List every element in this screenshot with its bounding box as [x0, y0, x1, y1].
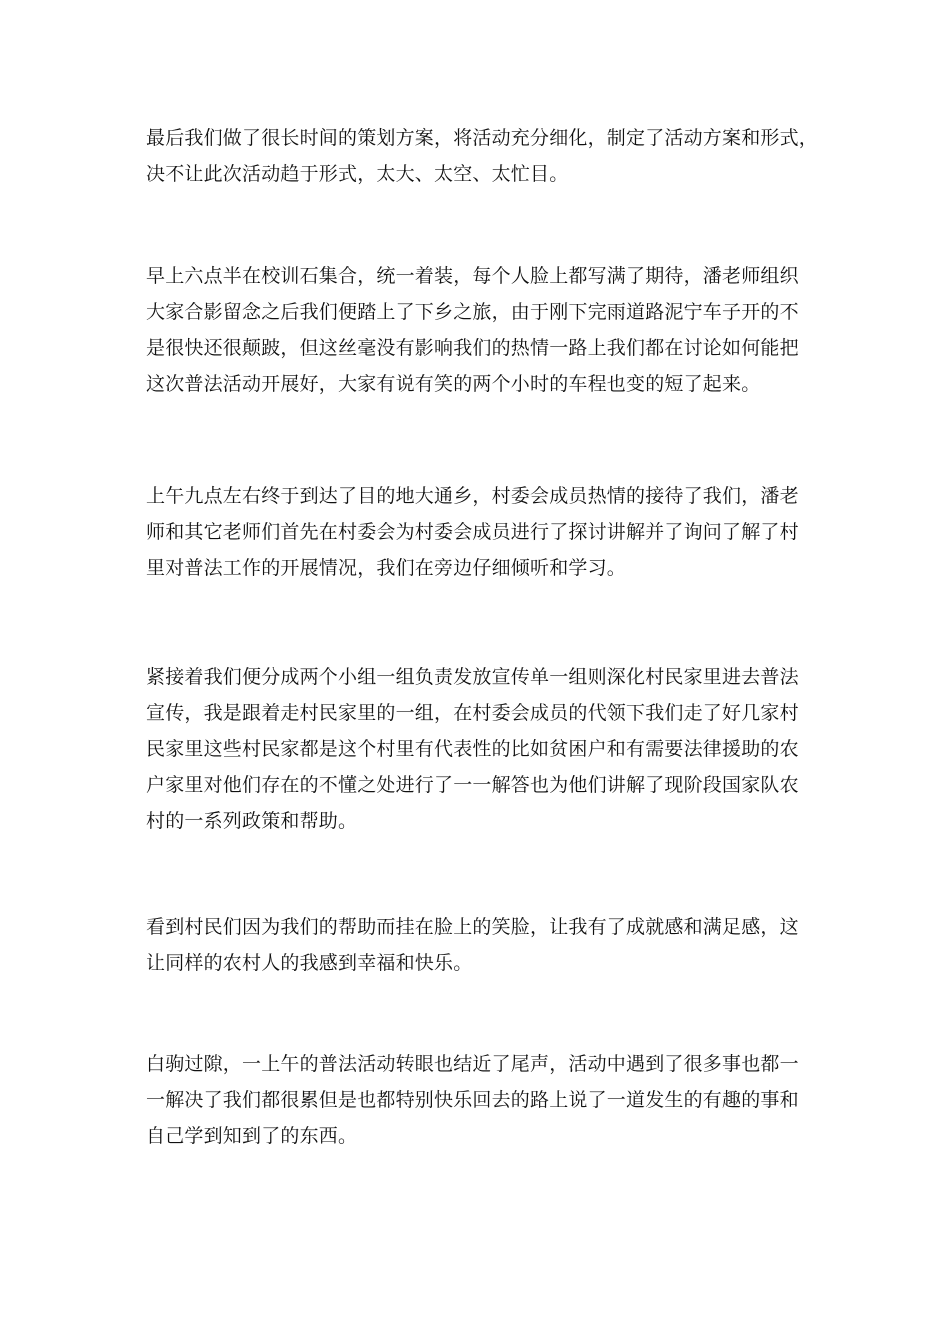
paragraph-line: 民家里这些村民家都是这个村里有代表性的比如贫困户和有需要法律援助的农	[146, 738, 799, 760]
paragraph-line: 这次普法活动开展好，大家有说有笑的两个小时的车程也变的短了起来。	[146, 373, 761, 395]
paragraph-line: 大家合影留念之后我们便踏上了下乡之旅，由于刚下完雨道路泥宁车子开的不	[146, 301, 799, 323]
paragraph-line: 自己学到知到了的东西。	[146, 1125, 358, 1147]
paragraph-line: 最后我们做了很长时间的策划方案，将活动充分细化，制定了活动方案和形式，	[146, 127, 819, 149]
paragraph-line: 师和其它老师们首先在村委会为村委会成员进行了探讨讲解并了询问了解了村	[146, 521, 799, 543]
paragraph-2	[146, 258, 810, 402]
paragraph-line: 紧接着我们便分成两个小组一组负责发放宣传单一组则深化村民家里进去普法	[146, 666, 799, 688]
paragraph-line: 决不让此次活动趋于形式，太大、太空、太忙目。	[146, 163, 569, 185]
paragraph-line: 一解决了我们都很累但是也都特别快乐回去的路上说了一道发生的有趣的事和	[146, 1089, 799, 1111]
paragraph-line: 是很快还很颠跛，但这丝毫没有影响我们的热情一路上我们都在讨论如何能把	[146, 337, 799, 359]
paragraph-3	[146, 478, 810, 586]
paragraph-5	[146, 909, 810, 981]
paragraph-line: 村的一系列政策和帮助。	[146, 810, 358, 832]
paragraph-line: 户家里对他们存在的不懂之处进行了一一解答也为他们讲解了现阶段国家队农	[146, 774, 799, 796]
paragraph-line: 早上六点半在校训石集合，统一着装，每个人脸上都写满了期待，潘老师组织	[146, 265, 799, 287]
paragraph-line: 让同样的农村人的我感到幸福和快乐。	[146, 952, 473, 974]
paragraph-6	[146, 1046, 810, 1154]
paragraph-line: 看到村民们因为我们的帮助而挂在脸上的笑脸，让我有了成就感和满足感，这	[146, 916, 799, 938]
paragraph-line: 白驹过隙，一上午的普法活动转眼也结近了尾声，活动中遇到了很多事也都一	[146, 1053, 799, 1075]
paragraph-line: 宣传，我是跟着走村民家里的一组，在村委会成员的代领下我们走了好几家村	[146, 702, 799, 724]
paragraph-4	[146, 659, 810, 839]
paragraph-1	[146, 120, 819, 192]
paragraph-line: 里对普法工作的开展情况，我们在旁边仔细倾听和学习。	[146, 557, 627, 579]
paragraph-line: 上午九点左右终于到达了目的地大通乡，村委会成员热情的接待了我们，潘老	[146, 485, 799, 507]
